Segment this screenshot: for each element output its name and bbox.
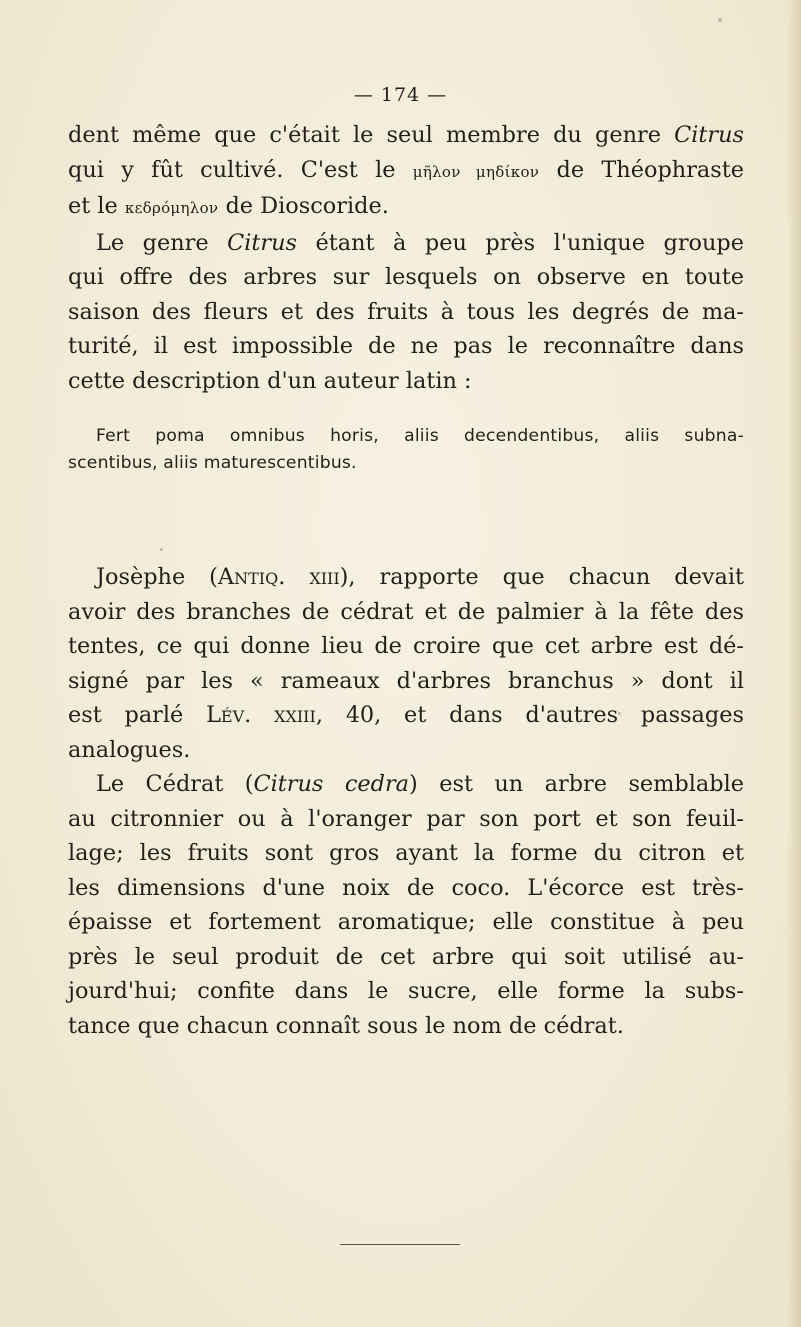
text-line [68, 118, 744, 153]
text-run: tentes, ce qui donne lieu de croire que cet arbre est dé- [68, 633, 744, 659]
text-line [68, 871, 744, 906]
italic-term: Citrus cedra [253, 771, 410, 797]
text-line [68, 698, 744, 733]
text-line [68, 260, 744, 295]
text-run: lage; les fruits sont gros ayant la forme du citron et [68, 840, 744, 866]
text-line [68, 629, 744, 664]
small-caps-reference: xiii [309, 564, 340, 590]
text-run: Le genre [96, 229, 228, 256]
paper-speck [718, 18, 722, 22]
text-line [68, 733, 744, 768]
text-line [68, 905, 744, 940]
text-run: ) est un arbre semblable [409, 771, 745, 797]
text-run: est parlé [68, 702, 207, 728]
text-line [68, 974, 744, 1009]
paragraph-intro [68, 118, 744, 398]
text-line [68, 1009, 744, 1044]
page-edge-shadow [787, 0, 801, 1327]
text-line [68, 836, 744, 871]
text-run: turité, il est impossible de ne pas le reconnaître dans [68, 333, 744, 359]
text-run: qui y fût cultivé. C'est le [68, 156, 413, 183]
text-run: cette description d'un auteur latin : [68, 367, 472, 394]
italic-term: Citrus [674, 122, 744, 148]
small-caps-reference: Antiq. [217, 564, 286, 590]
latin-quotation [68, 423, 744, 477]
text-run: ), rapporte que chacun devait [339, 564, 744, 590]
quote-line: Fert poma omnibus horis, aliis decendentibus, aliis subna- [96, 426, 744, 446]
text-line [68, 295, 744, 330]
text-run: épaisse et fortement aromatique; elle constitue à peu [68, 909, 744, 935]
text-line [68, 560, 744, 595]
text-run: jourd'hui; confite dans le sucre, elle forme la subs- [68, 978, 744, 1004]
text-run: au citronnier ou à l'oranger par son port et son feuil- [68, 805, 744, 832]
text-line [68, 189, 744, 226]
greek-term: κεδρόμηλον [124, 199, 219, 217]
quote-line: scentibus, aliis maturescentibus. [68, 453, 357, 473]
page-number: — 174 — [353, 84, 448, 106]
text-line [68, 940, 744, 975]
text-run: Le Cédrat ( [96, 771, 254, 797]
text-run: analogues. [68, 736, 191, 763]
text-run: de Dioscoride. [218, 193, 389, 219]
text-run: saison des fleurs et des fruits à tous les degrés de ma- [68, 298, 744, 325]
end-rule [340, 1244, 460, 1245]
text-run: tance que chacun connaît sous le nom de cédrat. [68, 1012, 624, 1039]
text-line [68, 153, 744, 190]
italic-term: Citrus [227, 229, 297, 256]
text-run: signé par les « rameaux d'arbres branchus » dont il [68, 667, 744, 694]
text-run: avoir des branches de cédrat et de palmier à la fête des [68, 598, 744, 625]
text-run: Josèphe ( [96, 564, 218, 590]
text-run: qui offre des arbres sur lesquels on observe en toute [68, 264, 744, 290]
text-run: les dimensions d'une noix de coco. L'écorce est très- [68, 874, 744, 901]
text-line [68, 595, 744, 630]
small-caps-reference: Lév. [206, 702, 252, 728]
text-line [68, 664, 744, 699]
text-run: près le seul produit de cet arbre qui soit utilisé au- [68, 943, 744, 970]
text-line [68, 767, 744, 802]
greek-term: μῆλον μηδίκον [412, 162, 540, 181]
paragraph-josephus-cedrat [68, 560, 744, 1043]
text-run: étant à peu près l'unique groupe [297, 229, 745, 256]
text-line [68, 364, 744, 399]
small-caps-reference: xxiii [274, 702, 316, 728]
text-line [68, 329, 744, 364]
text-run: de Théophraste [539, 156, 745, 183]
text-run: et le [68, 193, 125, 219]
paper-speck [160, 548, 163, 551]
text-run: dent même que c'était le seul membre du genre [68, 122, 675, 148]
paper-speck [618, 712, 621, 715]
text-run [251, 702, 274, 728]
text-line [68, 226, 744, 261]
text-run: , 40, et dans d'autres passages [315, 702, 744, 728]
text-line [68, 802, 744, 837]
text-run [285, 564, 309, 590]
